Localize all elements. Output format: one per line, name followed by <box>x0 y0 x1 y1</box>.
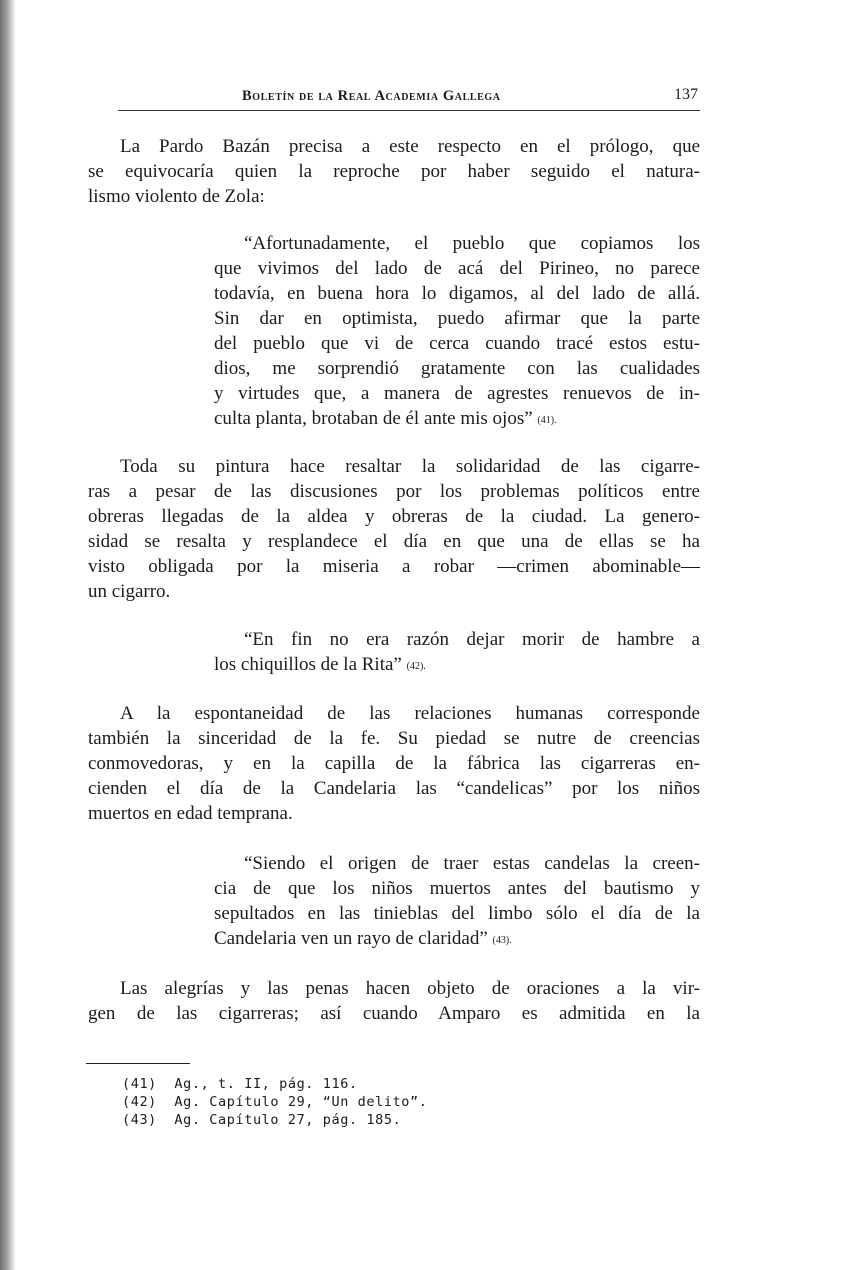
quote-line: del pueblo que vi de cerca cuando tracé estos estu- <box>214 333 700 354</box>
footnote-text: Ag. Capítulo 27, pág. 185. <box>174 1112 402 1128</box>
footnote-42 <box>122 1093 428 1111</box>
quote-line: sepultados en las tinieblas del limbo sólo el día de la <box>214 903 700 924</box>
quote-line: todavía, en buena hora lo digamos, al del lado de allá. <box>214 283 700 304</box>
quote-text: los chiquillos de la Rita” <box>214 654 407 675</box>
footnote-43 <box>122 1111 401 1129</box>
footnote-ref-42: (42). <box>406 661 426 672</box>
page-number: 137 <box>674 86 698 103</box>
quote-text: culta planta, brotaban de él ante mis ojos” <box>214 408 538 429</box>
footnote-ref-43: (43). <box>492 935 512 946</box>
footnote-mark: (42) <box>122 1094 157 1110</box>
quote-line: Sin dar en optimista, puedo afirmar que la parte <box>214 308 700 329</box>
footnote-mark: (41) <box>122 1076 157 1092</box>
quote-line: “Afortunadamente, el pueblo que copiamos los <box>244 233 700 254</box>
quote-line: dios, me sorprendió gratamente con las cualidades <box>214 358 700 379</box>
text-line: sidad se resalta y resplandece el día en que una de ellas se ha <box>88 531 700 552</box>
text-line: visto obligada por la miseria a robar —crimen abominable— <box>88 556 700 577</box>
footnote-text: Ag. Capítulo 29, “Un delito”. <box>174 1094 428 1110</box>
quote-line: “Siendo el origen de traer estas candelas la creen- <box>244 853 700 874</box>
text-line: un cigarro. <box>88 581 171 602</box>
text-line: gen de las cigarreras; así cuando Amparo es admitida en la <box>88 1003 700 1024</box>
quote-text: Candelaria ven un rayo de claridad” <box>214 928 493 949</box>
text-line: muertos en edad temprana. <box>88 803 293 824</box>
text-line: A la espontaneidad de las relaciones humanas corresponde <box>120 703 700 724</box>
text-line: obreras llegadas de la aldea y obreras de la ciudad. La genero- <box>88 506 700 527</box>
quote-line: “En fin no era razón dejar morir de hambre a <box>244 629 700 650</box>
quote-line: y virtudes que, a manera de agrestes renuevos de in- <box>214 383 700 404</box>
footnote-41 <box>122 1075 358 1093</box>
footnote-text: Ag., t. II, pág. 116. <box>174 1076 358 1092</box>
text-line: Las alegrías y las penas hacen objeto de oraciones a la vir- <box>120 978 700 999</box>
text-line: conmovedoras, y en la capilla de la fábrica las cigarreras en- <box>88 753 700 774</box>
running-head: Boletín de la Real Academia Gallega <box>242 88 501 104</box>
page-header <box>118 86 700 111</box>
footnote-mark: (43) <box>122 1112 157 1128</box>
text-line: lismo violento de Zola: <box>88 186 265 207</box>
text-line: ras a pesar de las discusiones por los problemas políticos entre <box>88 481 700 502</box>
quote-line: que vivimos del lado de acá del Pirineo, no parece <box>214 258 700 279</box>
text-line: se equivocaría quien la reproche por haber seguido el natura- <box>88 161 700 182</box>
quote-line: cia de que los niños muertos antes del bautismo y <box>214 878 700 899</box>
footnote-rule <box>86 1063 190 1064</box>
footnote-ref-41: (41). <box>537 415 557 426</box>
text-line: Toda su pintura hace resaltar la solidaridad de las cigarre- <box>120 456 700 477</box>
scan-binding-edge <box>0 0 16 1270</box>
quote-line-last <box>214 927 512 953</box>
text-line: también la sinceridad de la fe. Su piedad se nutre de creencias <box>88 728 700 749</box>
text-line: La Pardo Bazán precisa a este respecto en el prólogo, que <box>120 136 700 157</box>
quote-line-last <box>214 653 426 679</box>
quote-line-last <box>214 407 557 433</box>
text-line: cienden el día de la Candelaria las “candelicas” por los niños <box>88 778 700 799</box>
